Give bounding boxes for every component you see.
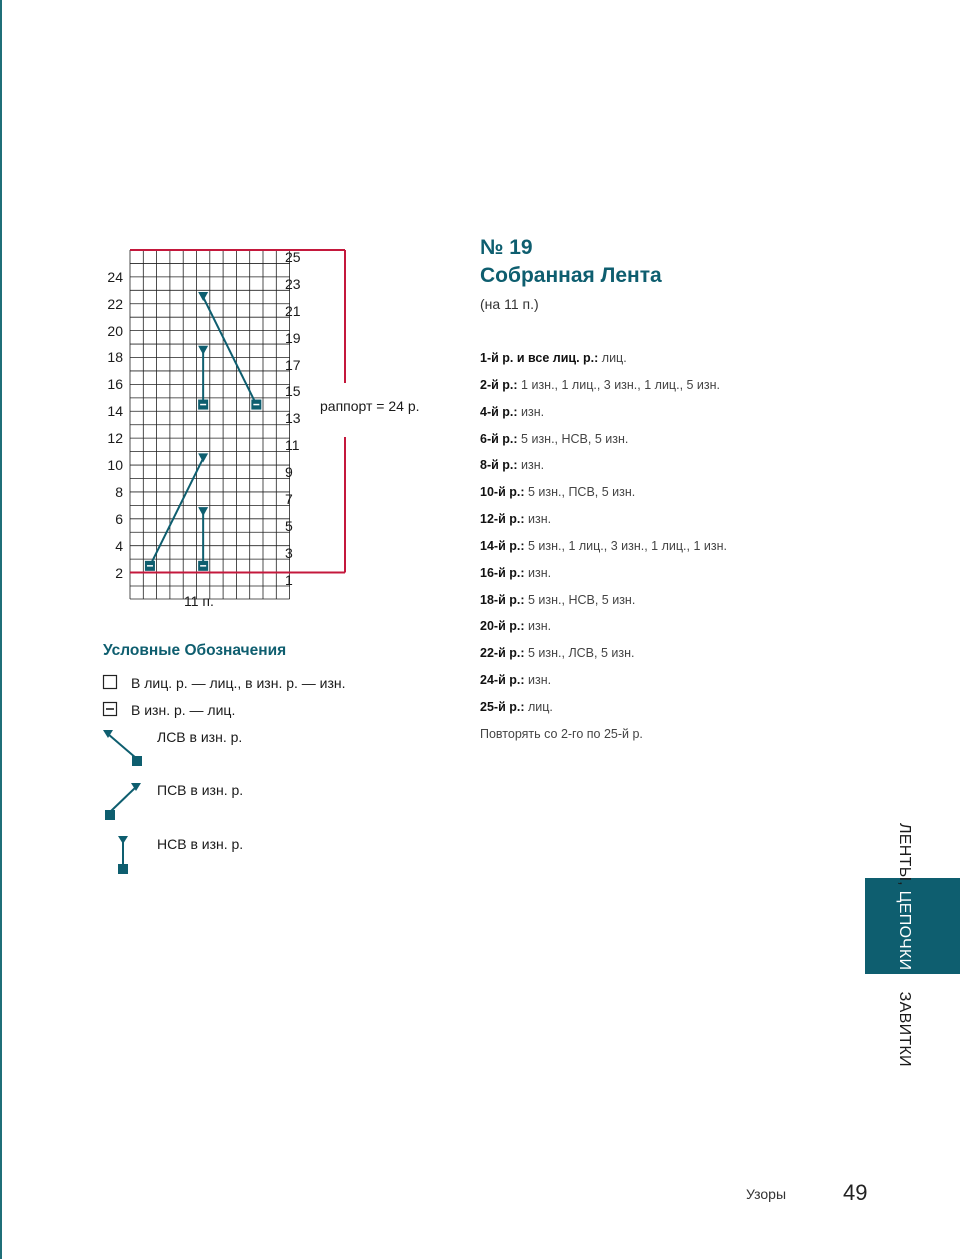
row-number-right: 19	[285, 329, 301, 346]
decrease-top-marker	[198, 292, 208, 301]
pattern-number: № 19	[480, 236, 533, 259]
empty-square-icon	[104, 676, 117, 689]
row-number-left: 4	[115, 537, 123, 554]
row-number-right: 3	[285, 544, 293, 561]
row-number-right: 11	[285, 437, 300, 454]
row-number-right: 5	[285, 517, 293, 534]
row-number-right: 25	[285, 249, 301, 265]
row-number-left: 10	[107, 456, 123, 473]
chapter-label: ЛЕНТЫ, ЦЕПОЧКИ И ЗАВИТКИ	[896, 823, 913, 1067]
decrease-top-marker	[198, 507, 208, 516]
row-number-right: 9	[285, 464, 293, 481]
row-instruction: 18-й р.: 5 изн., НСВ, 5 изн.	[480, 592, 636, 607]
row-number-left: 22	[107, 295, 123, 312]
row-instruction: 22-й р.: 5 изн., ЛСВ, 5 изн.	[480, 646, 635, 661]
row-instruction: 4-й р.: изн.	[480, 404, 545, 419]
row-number-right: 15	[285, 383, 301, 400]
minus-square-icon	[104, 703, 117, 716]
chart-width-label: 11 п.	[184, 593, 214, 609]
psv-symbol-icon	[105, 783, 141, 820]
row-number-right: 23	[285, 275, 301, 292]
decrease-link	[203, 297, 256, 405]
row-instruction: 14-й р.: 5 изн., 1 лиц., 3 изн., 1 лиц., 1 изн.	[480, 538, 727, 553]
row-number-right: 21	[285, 302, 301, 319]
chart-symbols	[145, 292, 261, 571]
nsv-symbol-icon	[118, 836, 128, 874]
legend-text-purl-side-knit: В изн. р. — лиц.	[131, 702, 236, 718]
legend-text-knit-purl: В лиц. р. — лиц., в изн. р. — изн.	[131, 675, 346, 691]
footer-section-label: Узоры	[746, 1186, 787, 1202]
decrease-top-marker	[198, 346, 208, 355]
row-instruction: 12-й р.: изн.	[480, 512, 552, 527]
row-number-right: 17	[285, 356, 301, 373]
row-instruction: 8-й р.: изн.	[480, 458, 545, 473]
decrease-top-marker	[198, 453, 208, 462]
repeat-instruction: Повторять со 2-го по 25-й р.	[480, 726, 643, 741]
row-number-left: 6	[115, 510, 123, 527]
row-instructions	[480, 351, 727, 754]
row-instruction: 10-й р.: 5 изн., ПСВ, 5 изн.	[480, 485, 636, 500]
row-number-right: 1	[285, 571, 293, 588]
row-number-right: 7	[285, 490, 293, 507]
chart-grid	[130, 250, 290, 599]
stitch-count: (на 11 п.)	[480, 296, 539, 312]
row-number-left: 24	[107, 268, 123, 285]
row-number-left: 14	[107, 403, 123, 420]
row-instruction: 2-й р.: 1 изн., 1 лиц., 3 изн., 1 лиц., 5 изн.	[480, 377, 721, 392]
row-instruction: 1-й р. и все лиц. р.: лиц.	[480, 351, 627, 365]
legend-text-psv: ПСВ в изн. р.	[157, 782, 244, 798]
decrease-link	[150, 458, 203, 566]
row-instruction: 20-й р.: изн.	[480, 619, 552, 634]
row-instruction: 6-й р.: 5 изн., НСВ, 5 изн.	[480, 431, 629, 446]
row-number-left: 12	[107, 430, 123, 447]
row-number-left: 16	[107, 376, 123, 393]
row-instruction: 24-й р.: изн.	[480, 673, 552, 688]
legend-title: Условные Обозначения	[103, 642, 287, 659]
row-number-left: 2	[115, 564, 123, 581]
row-instruction: 25-й р.: лиц.	[480, 699, 553, 714]
row-number-left: 8	[115, 483, 123, 500]
legend-text-lsv: ЛСВ в изн. р.	[157, 729, 243, 745]
legend-text-nsv: НСВ в изн. р.	[157, 836, 244, 852]
repeat-label: раппорт = 24 р.	[320, 398, 420, 414]
row-instruction: 16-й р.: изн.	[480, 565, 552, 580]
row-number-left: 20	[107, 322, 123, 339]
page-number: 49	[843, 1180, 868, 1205]
lsv-symbol-icon	[103, 730, 142, 766]
row-number-left: 18	[107, 349, 123, 366]
pattern-name: Собранная Лента	[480, 264, 662, 287]
row-number-right: 13	[285, 410, 301, 427]
